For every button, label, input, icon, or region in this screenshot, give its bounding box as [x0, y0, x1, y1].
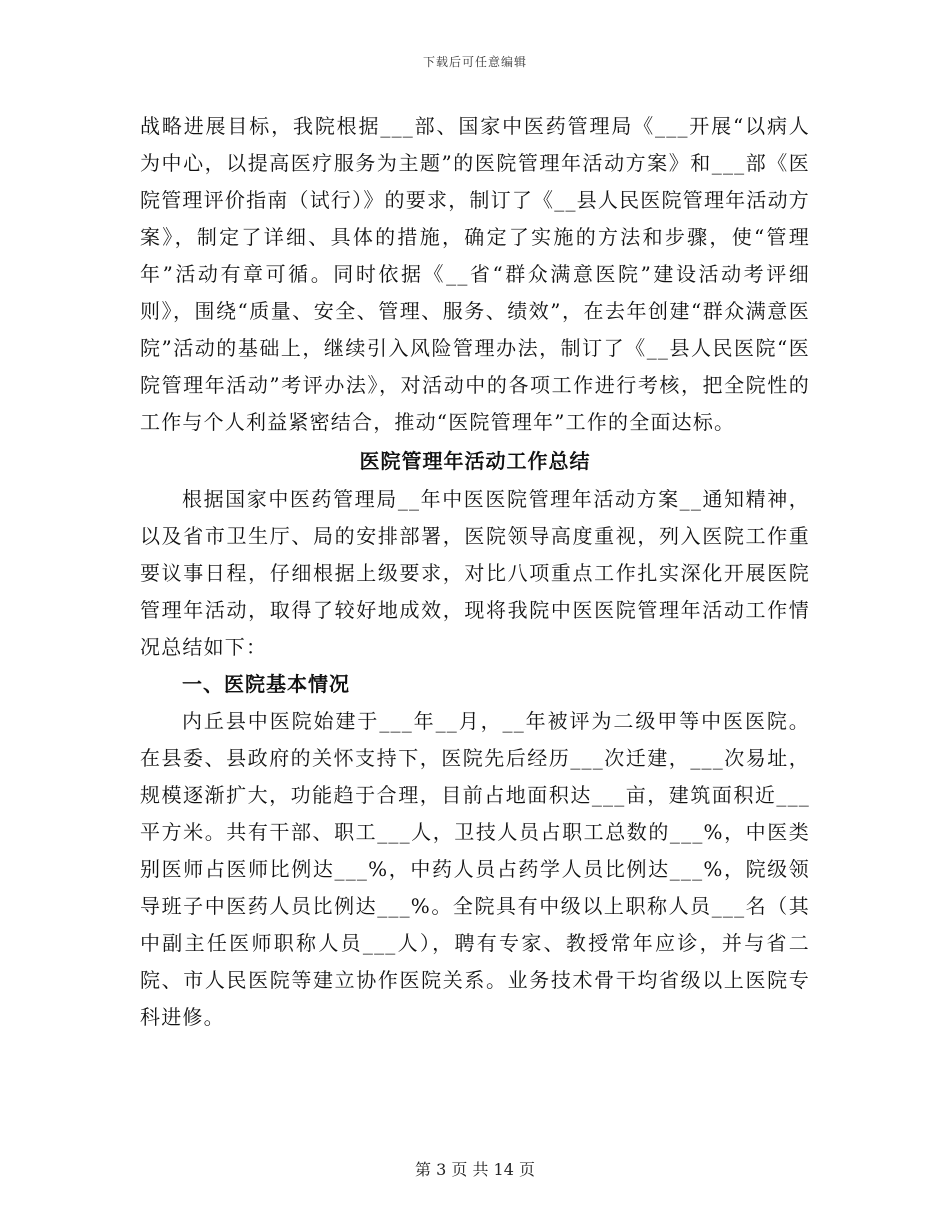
section-heading-basic-info: 一、医院基本情况	[182, 672, 350, 696]
document-body	[140, 108, 810, 1036]
page-number-footer: 第 3 页 共 14 页	[415, 1160, 535, 1179]
intro-paragraph: 根据国家中医药管理局__年中医医院管理年活动方案__通知精神，以及省市卫生厅、局的安排部署，医院领导高度重视，列入医院工作重要议事日程，仔细根据上级要求，对比八项重点工作扎实深化开展医院管理年活动，取得了较好地成效，现将我院中医医院管理年活动工作情况总结如下：	[140, 487, 810, 659]
header-note: 下载后可任意编辑	[422, 55, 527, 69]
continuation-paragraph: 战略进展目标，我院根据___部、国家中医药管理局《___开展“以病人为中心，以提高医疗服务为主题”的医院管理年活动方案》和___部《医院管理评价指南（试行）》的要求，制订了《__县人民医院管理年活动方案》，制定了详细、具体的措施，确定了实施的方法和步骤，使“管理年”活动有章可循。同时依据《__省“群众满意医院”建设活动考评细则》，围绕“质量、安全、管理、服务、绩效”，在去年创建“群众满意医院”活动的基础上，继续引入风险管理办法，制订了《__县人民医院“医院管理年活动”考评办法》，对活动中的各项工作进行考核，把全院性的工作与个人利益紧密结合，推动“医院管理年”工作的全面达标。	[140, 114, 810, 434]
section-paragraph-basic-info: 内丘县中医院始建于___年__月，__年被评为二级甲等中医医院。在县委、县政府的关怀支持下，医院先后经历___次迁建，___次易址，规模逐渐扩大，功能趋于合理，目前占地面积达___亩，建筑面积近___平方米。共有干部、职工___人，卫技人员占职工总数的___%，中医类别医师占医师比例达___%，中药人员占药学人员比例达___%，院级领导班子中医药人员比例达___%。全院具有中级以上职称人员___名（其中副主任医师职称人员___人），聘有专家、教授常年应诊，并与省二院、市人民医院等建立协作医院关系。业务技术骨干均省级以上医院专科进修。	[140, 709, 810, 1029]
document-title: 医院管理年活动工作总结	[359, 449, 591, 473]
